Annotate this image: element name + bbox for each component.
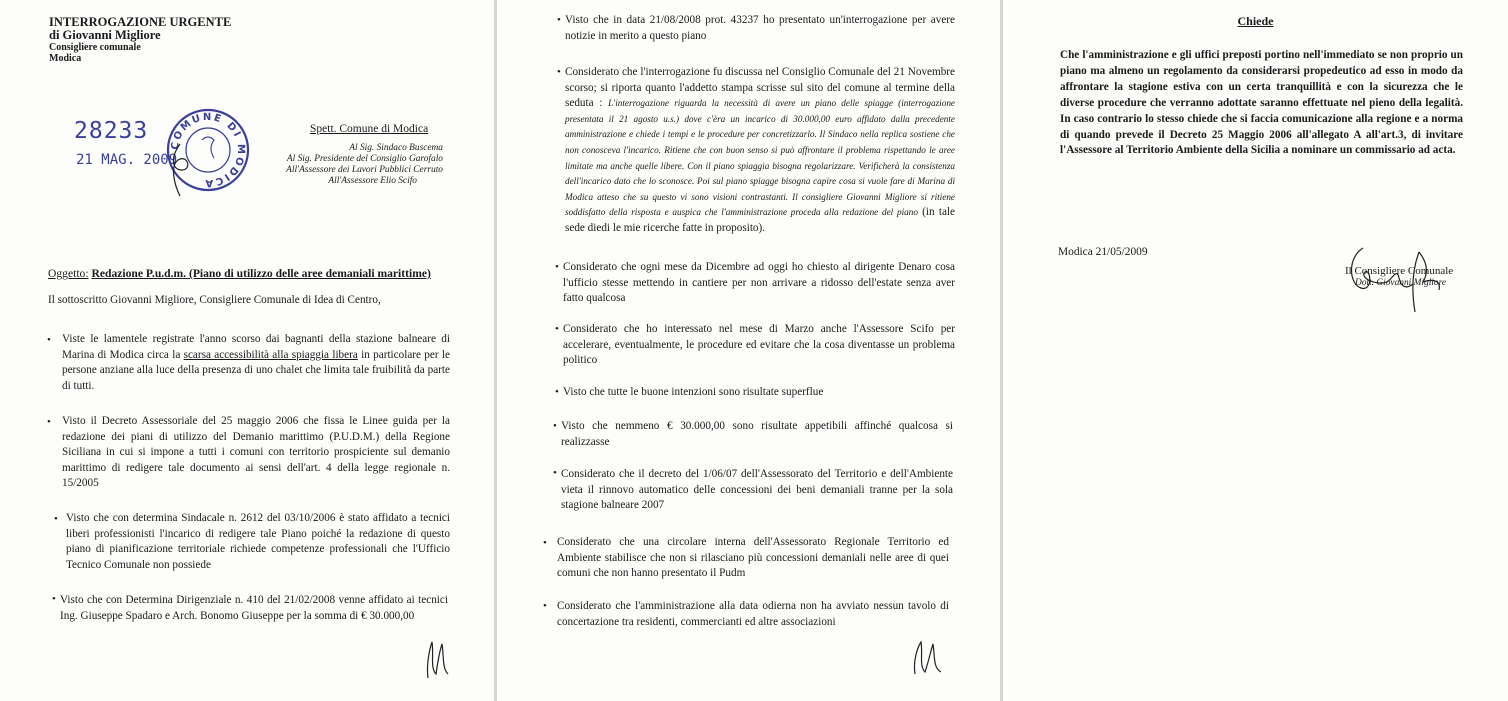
place-date: Modica 21/05/2009	[1058, 246, 1148, 258]
list-item: Visto che con determina Sindacale n. 2612 del 03/10/2006 è stato affidato a tecnici liberi professionisti l'incarico di redigere tale Piano poiché la redazione di questo piano di pianificazione territoriale richiede competenze professionali che l'Ufficio Tecnico Comunale non possiede	[66, 512, 450, 571]
bullet-icon: •	[54, 513, 58, 525]
subject-line	[48, 267, 431, 280]
signature-name: Dott. Giovanni Migliore	[1355, 278, 1447, 288]
bullet-icon: •	[52, 593, 56, 605]
bullet-icon: •	[47, 416, 51, 428]
underlined-phrase: scarsa accessibilità alla spiaggia libera	[183, 348, 358, 361]
list-item: Visto il Decreto Assessoriale del 25 maggio 2006 che fissa le Linee guida per la redazione dei piani di utilizzo del Demanio marittimo (P.U.D.M.) della Regione Siciliana in cui si impone a tutti i comuni con territorio prospiciente sul demanio marittimo di redigere tale documento ai sensi dell'art. 4 della legge regionale n. 15/2005	[62, 415, 450, 490]
bullet-icon: •	[555, 386, 559, 398]
recipient-list	[240, 143, 443, 187]
bullet-icon: •	[557, 66, 561, 78]
doc-title: INTERROGAZIONE URGENTE	[49, 15, 232, 29]
recipient: Al Sig. Presidente del Consiglio Garofalo	[286, 154, 443, 164]
list-item: Visto che in data 21/08/2008 prot. 43237 ho presentato un'interrogazione per avere notizie in merito a questo piano	[565, 14, 955, 42]
protocol-number: 28233	[74, 118, 149, 144]
list-item: Considerato che ho interessato nel mese di Marzo anche l'Assessore Scifo per accelerare, eventualmente, le procedure ed evitare che la cosa diventasse un problema politico	[563, 323, 955, 367]
document-page-2	[497, 0, 1000, 701]
recipient-title: Spett. Comune di Modica	[310, 123, 429, 135]
doc-city: Modica	[49, 53, 82, 64]
list-item: Considerato che ogni mese da Dicembre ad oggi ho chiesto al dirigente Denaro cosa l'ufficio stesse mettendo in cantiere per non arrivare a ridosso dell'estate senza aver fatto qualcosa	[563, 261, 955, 305]
handwritten-signature-icon	[1343, 238, 1459, 316]
bullet-icon: •	[543, 600, 547, 612]
press-quote: L'interrogazione riguarda la necessità di avere un piano delle spiagge (interrogazione presentata il 21 agosto u.s.) dove c'èra un incarico di 30.000,00 euro affidato dalla precedente amministrazione e chiede i tempi e le procedure per concretizzarlo. Il Sindaco nella replica sostiene che non conosceva l'incarico. Ritiene che con buon senso si può affrontare il problema rispettando le aree limitate ma anche quelle libere. Con il piano spiaggia bisogna regolarizzare. Verificherà la consistenza dell'incarico dato che lo sconosce. Poi sul piano spiagge bisogna capire cosa si vuole fare di Marina di Modica atteso che su questo vi sono visioni contrastanti. Il consigliere Giovanni Migliore si ritiene soddisfatto della risposta e auspica che l'amministrazione proceda alla redazione del piano	[565, 98, 955, 218]
list-item-with-quote: Considerato che l'interrogazione fu discussa nel Consiglio Comunale del 21 Novembre scorso; si riporta quanto l'addetto stampa scrisse sul sito del comune al termine della seduta : L'interrogazione riguarda la necessità di avere un piano delle spiagge (interrogazione presentata il 21 agosto u.s.) dove c'èra un incarico di 30.000,00 euro affidato dalla precedente amministrazione e chiede i tempi e le procedure per concretizzarlo. Il Sindaco nella replica sostiene che non conosceva l'incarico. Ritiene che con buon senso si può affrontare il problema rispettando le aree limitate ma anche quelle libere. Con il piano spiaggia bisogna regolarizzare. Verificherà la consistenza dell'incarico dato che lo sconosce. Poi sul piano spiagge bisogna capire cosa si vuole fare di Marina di Modica atteso che su questo vi sono visioni contrastanti. Il consigliere Giovanni Migliore si ritiene soddisfatto della risposta e auspica che l'amministrazione proceda alla redazione del piano (in tale sede diedi le mie ricerche fatte in proposito).	[565, 66, 956, 234]
doc-role: Consigliere comunale	[49, 42, 141, 53]
doc-author: di Giovanni Migliore	[49, 28, 161, 42]
bullet-icon: •	[553, 420, 557, 432]
request-heading: Chiede	[1237, 14, 1274, 28]
protocol-date: 21 MAG. 2009	[76, 152, 178, 168]
document-page-3	[1003, 0, 1508, 701]
request-body: Che l'amministrazione e gli uffici preposti portino nell'immediato se non proprio un piano ma almeno un regolamento da considerarsi propedeutico ad esso in modo da affrontare la stagione estiva con un certa tranquillità e con la sicurezza che le diverse procedure che verranno adottate saranno effettuate nel pieno della legalità. In caso contrario lo stesso chiede che si faccia comunicazione alla regione e a norma di quando prevede il Decreto 25 Maggio 2006 all'allegato A all'art.3, di invitare l'Assessore al Territorio Ambiente della Sicilia a nominare un commissario ad acta.	[1060, 49, 1463, 157]
list-item: Considerato che il decreto del 1/06/07 dell'Assessorato del Territorio e dell'Ambiente vieta il rinnovo automatico delle concessioni dei beni demaniali tranne per la sola stagione balneare 2007	[561, 468, 953, 512]
recipient: All'Assessore dei Lavori Pubblici Cerruto	[286, 165, 443, 175]
list-item: Viste le lamentele registrate l'anno scorso dai bagnanti della stazione balneare di Marina di Modica circa la scarsa accessibilità alla spiaggia libera in particolare per le persone anziane alla luce della presenza di uno chalet che limita tale fruibilità da parte di tutti.	[62, 333, 450, 392]
document-page-1	[0, 0, 494, 701]
intro-text: Il sottoscritto Giovanni Migliore, Consigliere Comunale di Idea di Centro,	[48, 294, 381, 306]
bullet-icon: •	[47, 334, 51, 346]
list-item: Visto che con Determina Dirigenziale n. 410 del 21/02/2008 venne affidato ai tecnici Ing. Giuseppe Spadaro e Arch. Bonomo Giuseppe per la somma di € 30.000,00	[60, 594, 448, 622]
list-item: Visto che tutte le buone intenzioni sono risultate superflue	[563, 386, 824, 398]
subject-text: Redazione P.u.d.m. (Piano di utilizzo delle aree demaniali marittime)	[91, 267, 431, 280]
list-item: Visto che nemmeno € 30.000,00 sono risultate appetibili affinché qualcosa si realizzasse	[561, 420, 953, 448]
recipient: All'Assessore Elio Scifo	[328, 176, 417, 186]
bullet-icon: •	[555, 261, 559, 273]
initials-scribble-icon	[166, 140, 196, 200]
recipient: Al Sig. Sindaco Buscema	[349, 143, 443, 153]
signature-role: Il Consigliere Comunale	[1345, 265, 1454, 277]
bullet-icon: •	[557, 14, 561, 26]
subject-label: Oggetto:	[48, 267, 89, 280]
bullet-icon: •	[543, 537, 547, 549]
bullet-icon: •	[555, 323, 559, 335]
initials-signature-icon	[420, 634, 456, 682]
bullet-icon: •	[553, 467, 557, 479]
list-item: Considerato che una circolare interna dell'Assessorato Regionale Territorio ed Ambiente stabilisce che non si rilasciano più concessioni demaniali nelle aree di quei comuni che non hanno presentato il Pudm	[557, 536, 949, 580]
initials-signature-icon	[909, 636, 949, 680]
list-item: Considerato che l'amministrazione alla data odierna non ha avviato nessun tavolo di concertazione tra residenti, commercianti ed altre associazioni	[557, 600, 949, 628]
seal-text: COMUNE DI MODICA	[169, 111, 247, 189]
